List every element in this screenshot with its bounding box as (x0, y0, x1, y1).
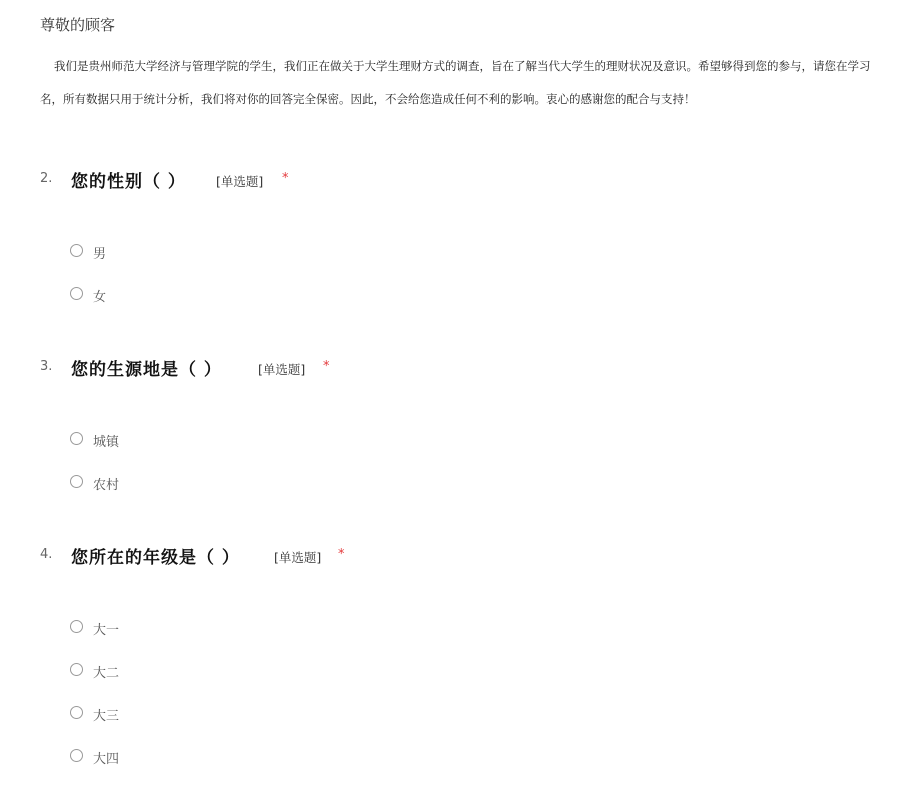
radio-button-icon[interactable] (70, 663, 83, 676)
radio-button-icon[interactable] (70, 244, 83, 257)
option-label: 大一 (93, 623, 120, 638)
option-label: 男 (93, 247, 107, 262)
option-label: 女 (93, 290, 107, 305)
question-title: 您所在的年级是（ ） (71, 548, 240, 568)
question-header (40, 170, 880, 198)
question-title: 您的性别（ ） (71, 172, 186, 192)
radio-button-icon[interactable] (70, 620, 83, 633)
question-gender (40, 170, 880, 305)
option-label: 大四 (93, 752, 120, 767)
question-type-tag: [单选题] (258, 362, 306, 377)
greeting-heading: 尊敬的顾客 (40, 16, 116, 34)
question-origin (40, 358, 880, 493)
radio-button-icon[interactable] (70, 475, 83, 488)
option-label: 农村 (93, 478, 120, 493)
option-label: 大三 (93, 709, 120, 724)
intro-text-line-1: 我们是贵州师范大学经济与管理学院的学生，我们正在做关于大学生理财方式的调查，旨在了解当代大学生的理财状况及意识。希望够得到您的参与，请您在学习 (54, 59, 871, 73)
question-number: 2. (40, 171, 53, 186)
question-number: 3. (40, 359, 53, 374)
radio-button-icon[interactable] (70, 432, 83, 445)
required-asterisk: * (282, 171, 289, 186)
radio-button-icon[interactable] (70, 706, 83, 719)
question-type-tag: [单选题] (274, 550, 322, 565)
question-header (40, 358, 880, 386)
question-header (40, 546, 880, 574)
question-title: 您的生源地是（ ） (71, 360, 222, 380)
radio-button-icon[interactable] (70, 749, 83, 762)
question-number: 4. (40, 547, 53, 562)
question-type-tag: [单选题] (216, 174, 264, 189)
option-label: 大二 (93, 666, 120, 681)
question-grade (40, 546, 880, 767)
option-label: 城镇 (93, 435, 120, 450)
required-asterisk: * (338, 547, 345, 562)
required-asterisk: * (323, 359, 330, 374)
radio-button-icon[interactable] (70, 287, 83, 300)
intro-text-line-2: 名，所有数据只用于统计分析，我们将对你的回答完全保密。因此，不会给您造成任何不利的影响。衷心的感谢您的配合与支持！ (40, 92, 696, 106)
